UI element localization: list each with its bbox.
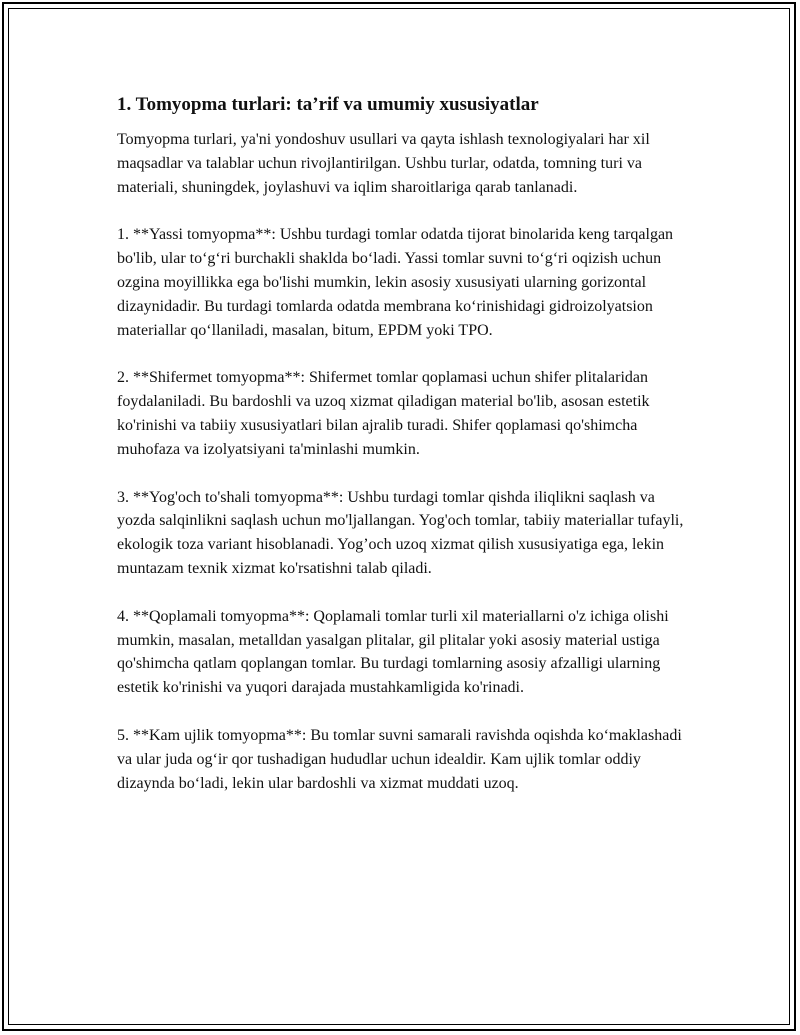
paragraph-yogoch-tomyopma: 3. **Yog'och to'shali tomyopma**: Ushbu turdagi tomlar qishda iliqlikni saqlash va yozda salqinlikni saqlash uchun mo'ljallangan. Yog'och tomlar, tabiiy materiallar tufayli, ekologik toza variant hisoblanadi. Yog’och uzoq xizmat qilish xususiyatiga ega, lekin muntazam texnik xizmat ko'rsatishni talab qiladi. — [117, 488, 684, 577]
document-body — [117, 92, 692, 819]
paragraph-qoplamali-tomyopma: 4. **Qoplamali tomyopma**: Qoplamali tomlar turli xil materiallarni o'z ichiga olishi mumkin, masalan, metalldan yasalgan plitalar, gil plitalar yoki asosiy material ustiga qo'shimcha qatlam qoplangan tomlar. Bu turdagi tomlarning asosiy afzalligi ularning estetik ko'rinishi va yuqori darajada mustahkamligida ko'rinadi. — [117, 607, 669, 697]
paragraph-shifermet-tomyopma: 2. **Shifermet tomyopma**: Shifermet tomlar qoplamasi uchun shifer plitalaridan foydalaniladi. Bu bardoshli va uzoq xizmat qiladigan material bo'lib, asosan estetik ko'rinishi va tabiiy xususiyatlari bilan ajralib turadi. Shifer qoplamasi qo'shimcha muhofaza va izolyatsiyani ta'minlashi mumkin. — [117, 369, 650, 458]
intro-paragraph: Tomyopma turlari, ya'ni yondoshuv usullari va qayta ishlash texnologiyalari har xil maqsadlar va talablar uchun rivojlantirilgan. Ushbu turlar, odatda, tomning turi va materiali, shuningdek, joylashuvi va iqlim sharoitlariga qarab tanlanadi. — [117, 131, 650, 196]
paragraph-kam-ujlik-tomyopma: 5. **Kam ujlik tomyopma**: Bu tomlar suvni samarali ravishda oqishda ko‘maklashadi va ular juda og‘ir qor tushadigan hududlar uchun idealdir. Kam ujlik tomlar oddiy dizaynda bo‘ladi, lekin ular bardoshli va xizmat muddati uzoq. — [117, 726, 682, 792]
document-title: 1. Tomyopma turlari: ta’rif va umumiy xususiyatlar — [117, 94, 539, 115]
paragraph-yassi-tomyopma: 1. **Yassi tomyopma**: Ushbu turdagi tomlar odatda tijorat binolarida keng tarqalgan bo'lib, ular to‘g‘ri burchakli shaklda bo‘ladi. Yassi tomlar suvni to‘g‘ri oqizish uchun ozgina moyillikka ega bo'lishi mumkin, lekin asosiy xususiyati ularning gorizontal dizaynidadir. Bu turdagi tomlarda odatda membrana ko‘rinishidagi gidroizolyatsion materiallar qo‘llaniladi, masalan, bitum, EPDM yoki TPO. — [117, 226, 674, 339]
